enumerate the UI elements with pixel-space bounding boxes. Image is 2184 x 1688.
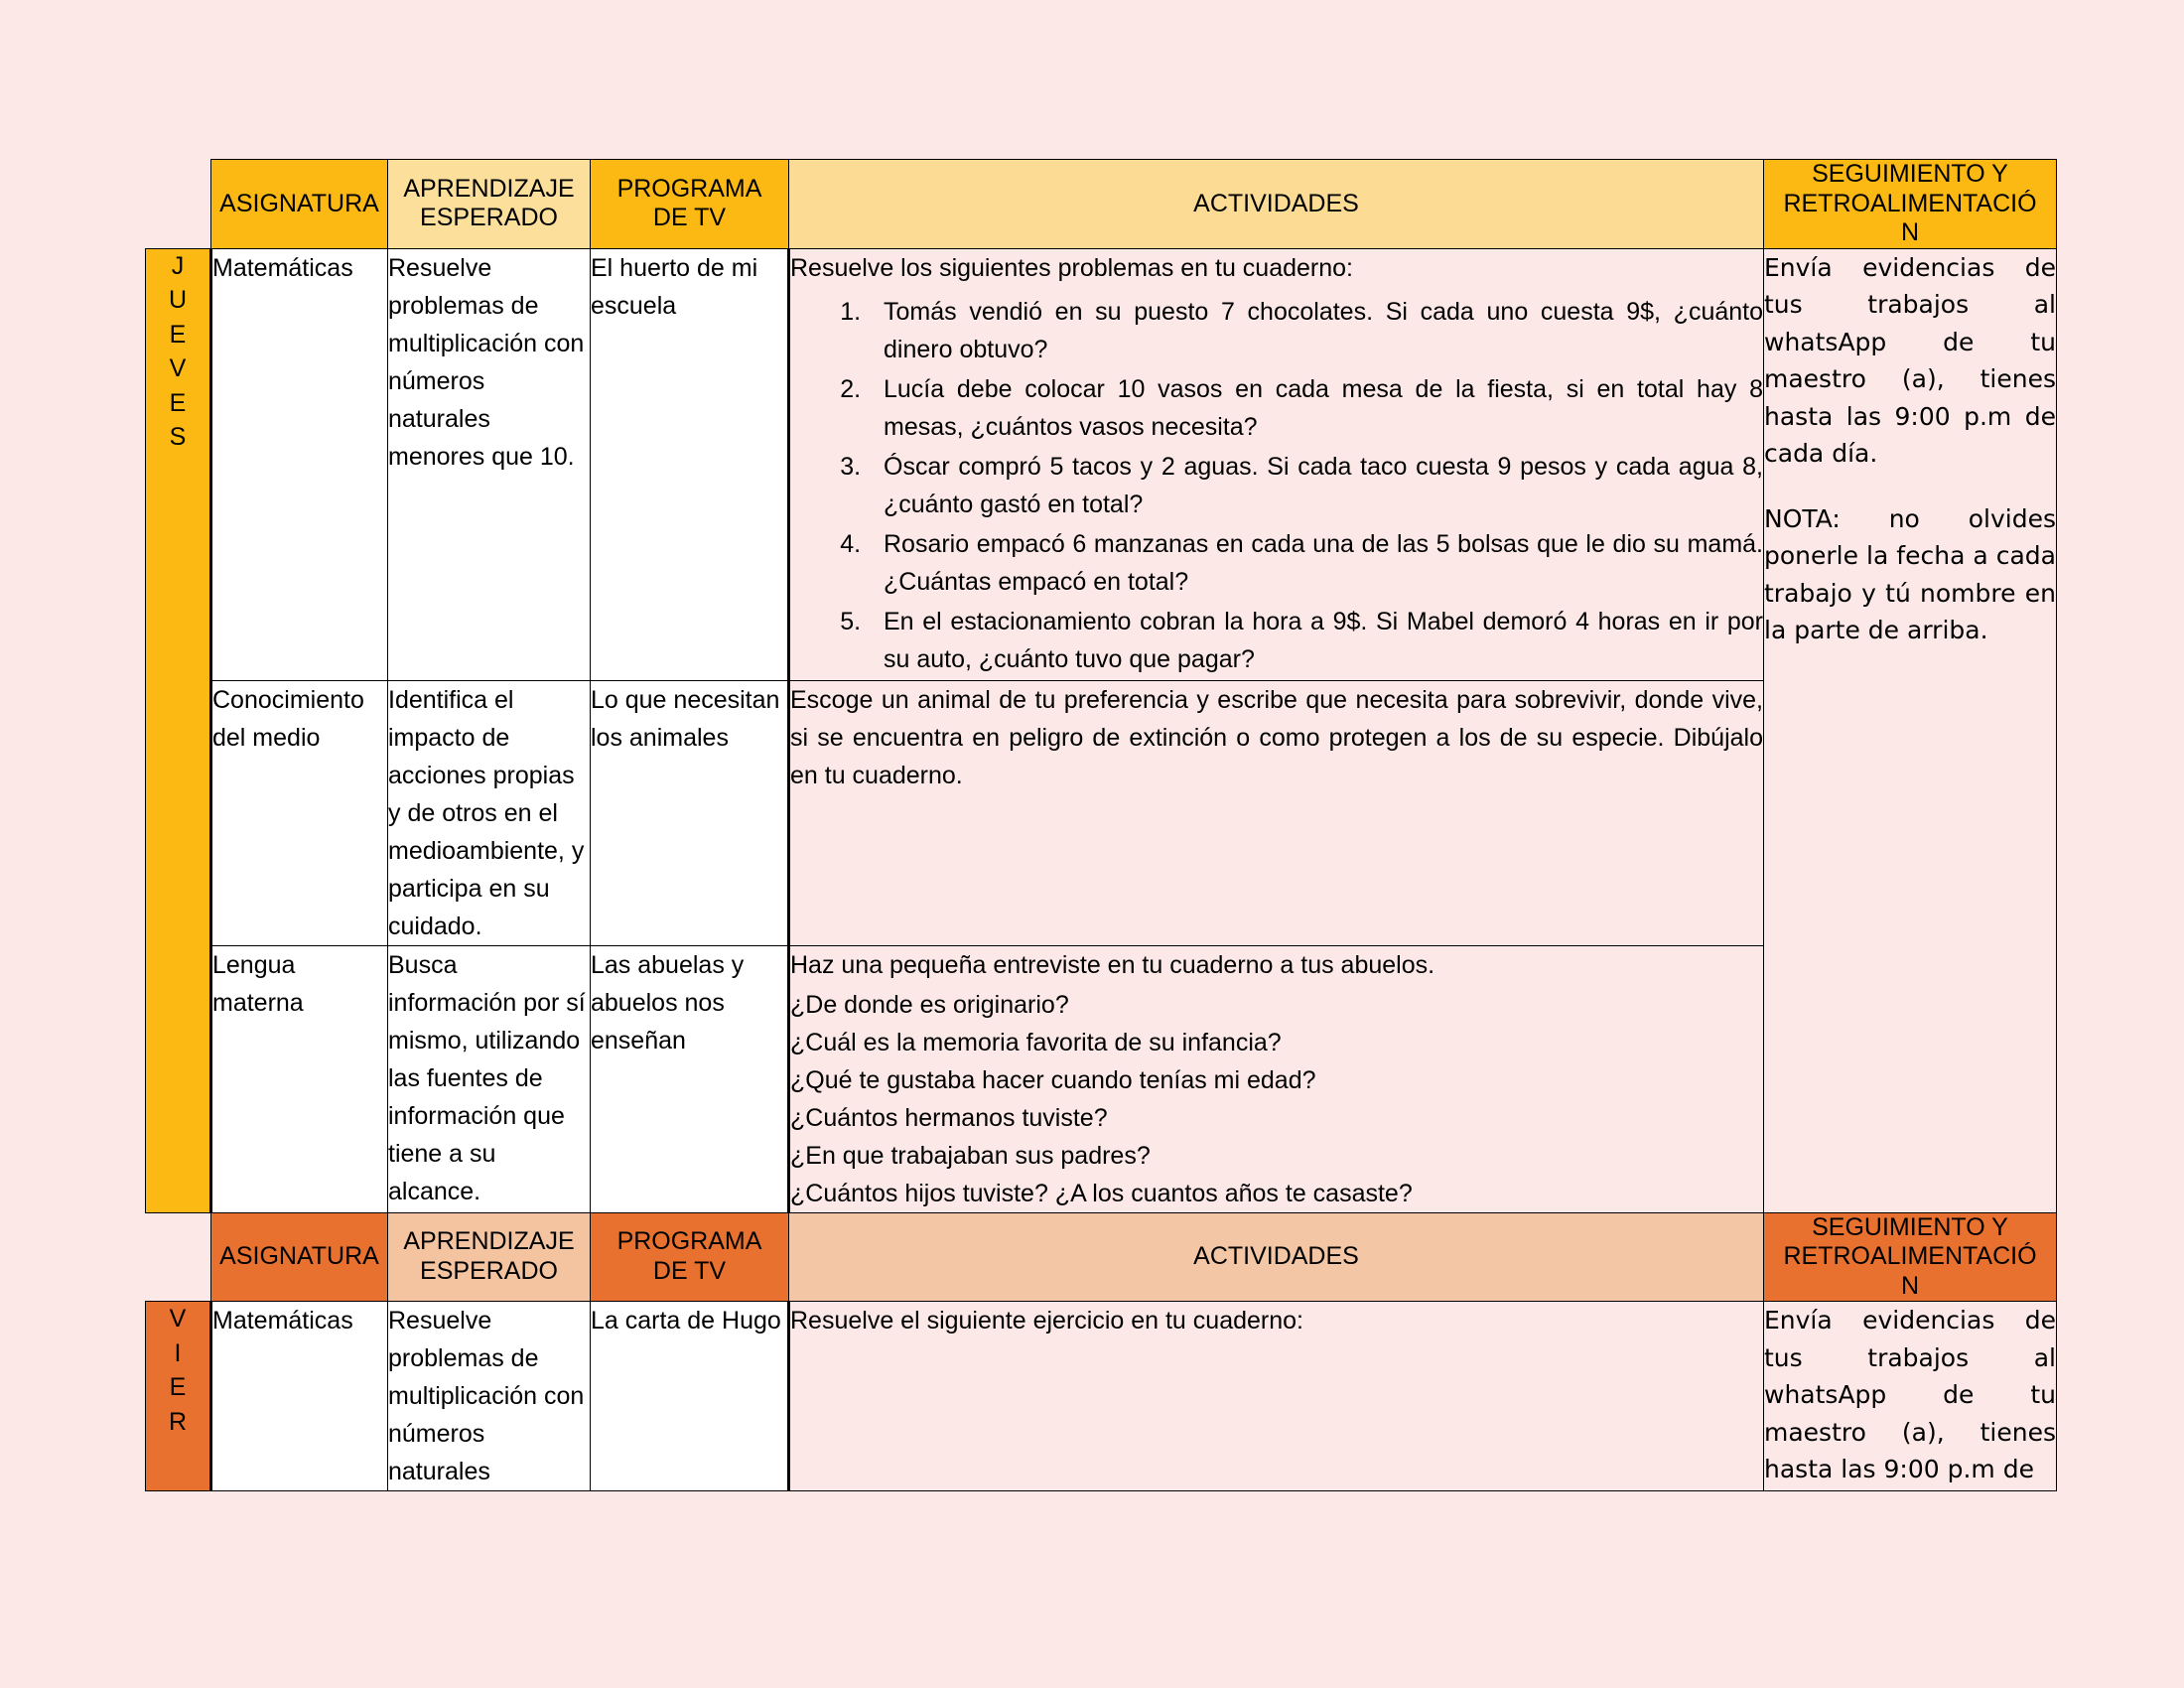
list-item: 5. En el estacionamiento cobran la hora a 9$. Si Mabel demoró 4 horas en ir por su auto, ¿cuánto tuvo que pagar? (868, 603, 1763, 678)
day-letter: U (168, 286, 188, 314)
cell-actividades-conocimiento (789, 680, 1764, 945)
cell-aprendizaje: Busca información por sí mismo, utilizando las fuentes de información que tiene a su alcance. (388, 945, 591, 1212)
table-row-viernes-matematicas (146, 1302, 2057, 1491)
list-item: ¿Qué te gustaba hacer cuando tenías mi edad? (790, 1065, 1316, 1094)
cell-asignatura: Lengua materna (211, 945, 388, 1212)
cell-seguimiento-jueves (1764, 248, 2057, 1212)
actividades-intro: Resuelve los siguientes problemas en tu cuaderno: (790, 253, 1354, 282)
day-letter: E (169, 320, 187, 349)
day-label-jueves (146, 248, 211, 1212)
header-programa-jueves (591, 160, 789, 249)
list-item: ¿Cuántos hermanos tuviste? (790, 1103, 1108, 1132)
day-letters-jueves (146, 249, 209, 455)
actividades-intro: Haz una pequeña entreviste en tu cuaderno a tus abuelos. (790, 950, 1435, 979)
header-asignatura-jueves: ASIGNATURA (211, 160, 388, 249)
header-seguimiento-viernes (1764, 1212, 2057, 1302)
header-seguimiento-line3: N (1900, 218, 1920, 246)
day-letter: I (174, 1338, 182, 1367)
actividades-intro: Resuelve el siguiente ejercicio en tu cuaderno: (790, 1307, 1303, 1335)
header-programa-line1: PROGRAMA (616, 174, 762, 203)
actividades-text: Escoge un animal de tu preferencia y escribe que necesita para sobrevivir, donde vive, si se encuentra en peligro de extinción o como protegen a los de su especie. Dibújalo en tu cuaderno. (790, 685, 1763, 789)
list-item: 1. Tomás vendió en su puesto 7 chocolates. Si cada uno cuesta 9$, ¿cuánto dinero obtuvo? (868, 293, 1763, 368)
day-letters-viernes (146, 1302, 209, 1439)
day-label-viernes (146, 1302, 211, 1491)
header-aprendizaje-jueves (388, 160, 591, 249)
day-letter: V (169, 1305, 187, 1333)
day-letter: S (169, 423, 187, 451)
header-programa-line1: PROGRAMA (616, 1227, 762, 1256)
header-row-viernes (146, 1212, 2057, 1302)
cell-actividades-matematicas (789, 248, 1764, 680)
header-aprendizaje-line2: ESPERADO (420, 204, 558, 232)
list-item: ¿Cuántos hijos tuviste? ¿A los cuantos años te casaste? (790, 1179, 1413, 1207)
header-aprendizaje-line2: ESPERADO (420, 1256, 558, 1285)
list-item: ¿De donde es originario? (790, 990, 1069, 1019)
header-seguimiento-line2: RETROALIMENTACIÓ (1783, 1242, 2037, 1270)
day-letter: E (169, 388, 187, 417)
cell-seguimiento-viernes (1764, 1302, 2057, 1491)
header-spacer-viernes (146, 1212, 211, 1302)
table-row-jueves-matematicas (146, 248, 2057, 680)
list-item: 3. Óscar compró 5 tacos y 2 aguas. Si cada taco cuesta 9 pesos y cada agua 8, ¿cuánto gastó en total? (868, 448, 1763, 523)
header-programa-line2: DE TV (652, 204, 727, 232)
list-item: 2. Lucía debe colocar 10 vasos en cada mesa de la fiesta, si en total hay 8 mesas, ¿cuántos vasos necesita? (868, 370, 1763, 446)
cell-programa: Las abuelas y abuelos nos enseñan (591, 945, 789, 1212)
interview-question-list (790, 986, 1763, 1212)
cell-programa: La carta de Hugo (591, 1302, 789, 1491)
cell-actividades-lengua (789, 945, 1764, 1212)
list-item: 4. Rosario empacó 6 manzanas en cada una de las 5 bolsas que le dio su mamá. ¿Cuántas empacó en total? (868, 525, 1763, 601)
day-letter: R (168, 1407, 188, 1436)
cell-asignatura: Conocimiento del medio (211, 680, 388, 945)
header-seguimiento-line2: RETROALIMENTACIÓ (1783, 189, 2037, 217)
header-row-jueves (146, 160, 2057, 249)
math-problem-list (790, 293, 1763, 678)
header-asignatura-viernes: ASIGNATURA (211, 1212, 388, 1302)
header-programa-line2: DE TV (652, 1256, 727, 1285)
seguimiento-paragraph-1: Envía evidencias de tus trabajos al whatsApp de tu maestro (a), tienes hasta las 9:00 p.m de cada día. (1764, 252, 2056, 468)
cell-actividades-viernes (789, 1302, 1764, 1491)
cell-aprendizaje: Resuelve problemas de multiplicación con números naturales (388, 1302, 591, 1491)
list-item: ¿Cuál es la memoria favorita de su infancia? (790, 1028, 1282, 1056)
cell-programa: Lo que necesitan los animales (591, 680, 789, 945)
day-letter: J (171, 251, 185, 280)
header-aprendizaje-viernes (388, 1212, 591, 1302)
header-seguimiento-line3: N (1900, 1271, 1920, 1300)
cell-aprendizaje: Resuelve problemas de multiplicación con números naturales menores que 10. (388, 248, 591, 680)
cell-aprendizaje: Identifica el impacto de acciones propias y de otros en el medioambiente, y participa en su cuidado. (388, 680, 591, 945)
seguimiento-paragraph-2: NOTA: no olvides ponerle la fecha a cada trabajo y tú nombre en la parte de arriba. (1764, 503, 2056, 644)
header-actividades-viernes: ACTIVIDADES (789, 1212, 1764, 1302)
day-letter: E (169, 1373, 187, 1401)
seguimiento-paragraph-1: Envía evidencias de tus trabajos al whatsApp de tu maestro (a), tienes hasta las 9:00 p.m de (1764, 1306, 2056, 1483)
header-actividades-jueves: ACTIVIDADES (789, 160, 1764, 249)
header-aprendizaje-line1: APRENDIZAJE (403, 174, 575, 203)
header-seguimiento-line1: SEGUIMIENTO Y (1812, 1212, 2008, 1241)
list-item: ¿En que trabajaban sus padres? (790, 1141, 1151, 1170)
header-aprendizaje-line1: APRENDIZAJE (403, 1227, 575, 1256)
cell-programa: El huerto de mi escuela (591, 248, 789, 680)
cell-asignatura: Matemáticas (211, 248, 388, 680)
header-seguimiento-line1: SEGUIMIENTO Y (1812, 160, 2008, 188)
header-programa-viernes (591, 1212, 789, 1302)
header-spacer-jueves (146, 160, 211, 249)
weekly-plan-table (145, 159, 2057, 1491)
header-seguimiento-jueves (1764, 160, 2057, 249)
day-letter: V (169, 354, 187, 382)
cell-asignatura: Matemáticas (211, 1302, 388, 1491)
